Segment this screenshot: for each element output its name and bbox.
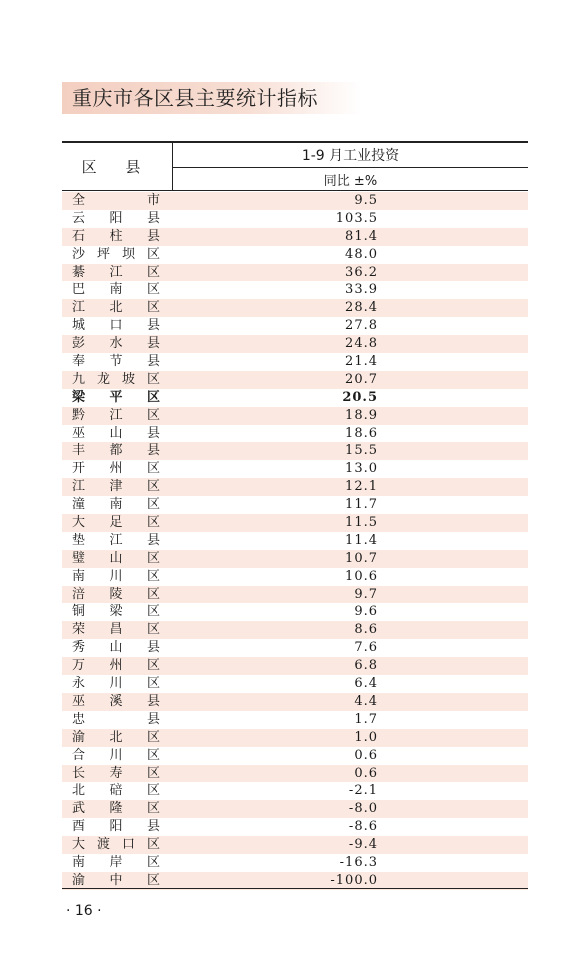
- district-char: 巫: [72, 425, 86, 441]
- investment-growth-value: 28.4: [345, 300, 378, 316]
- district-char: 潼: [72, 497, 86, 513]
- column-header-unit: 同比 ±%: [323, 173, 378, 189]
- district-char: 川: [109, 747, 123, 763]
- investment-growth-value: 18.9: [345, 407, 378, 423]
- investment-growth-value: 21.4: [345, 354, 378, 370]
- district-char: 北: [109, 729, 123, 745]
- district-char: 区: [146, 658, 160, 674]
- district-char: 县: [146, 693, 160, 709]
- district-char: 川: [109, 568, 123, 584]
- district-char: 柱: [109, 228, 123, 244]
- district-char: 江: [72, 479, 86, 495]
- district-name: [72, 317, 160, 335]
- district-char: 綦: [72, 264, 86, 280]
- investment-growth-value: 6.4: [354, 676, 378, 692]
- investment-growth-value: 12.1: [345, 479, 378, 495]
- district-char: 溪: [109, 693, 123, 709]
- investment-growth-value: 8.6: [354, 622, 378, 638]
- investment-growth-value: 4.4: [354, 693, 378, 709]
- district-char: 全: [72, 193, 86, 208]
- investment-growth-value: 48.0: [345, 246, 378, 262]
- investment-growth-value: -9.4: [348, 837, 378, 853]
- table-row: [62, 603, 528, 621]
- investment-growth-value: 36.2: [345, 264, 378, 280]
- investment-growth-value: 15.5: [345, 443, 378, 459]
- district-char: 陵: [109, 586, 123, 602]
- district-char: 寿: [109, 765, 123, 781]
- district-char: 津: [109, 479, 123, 495]
- district-char: 南: [109, 282, 123, 298]
- district-char: 区: [146, 747, 160, 763]
- district-char: 县: [146, 318, 160, 334]
- table-row: [62, 675, 528, 693]
- district-char: 区: [146, 389, 160, 405]
- district-char: 北: [72, 783, 86, 799]
- district-name: [72, 586, 160, 604]
- district-char: 州: [109, 658, 123, 674]
- investment-growth-value: 11.7: [345, 497, 378, 513]
- district-name: [72, 264, 160, 282]
- district-char: 巴: [72, 282, 86, 298]
- district-char: 坪: [96, 246, 110, 262]
- table-row: [62, 460, 528, 478]
- district-char: 岸: [109, 854, 123, 870]
- district-char: 南: [72, 568, 86, 584]
- investment-growth-value: 6.8: [354, 658, 378, 674]
- table-row: [62, 800, 528, 818]
- district-char: 区: [146, 586, 160, 602]
- district-name: [72, 425, 160, 443]
- district-char: 荣: [72, 622, 86, 638]
- district-char: 区: [146, 479, 160, 495]
- district-name: [72, 836, 160, 854]
- district-name: [72, 442, 160, 460]
- district-char: 垫: [72, 532, 86, 548]
- investment-growth-value: 0.6: [354, 747, 378, 763]
- table-row: [62, 281, 528, 299]
- district-char: 口: [109, 318, 123, 334]
- district-name: [72, 460, 160, 478]
- district-name: [72, 657, 160, 675]
- investment-growth-value: -2.1: [348, 783, 378, 799]
- district-char: 石: [72, 228, 86, 244]
- district-name: [72, 496, 160, 514]
- district-char: 区: [146, 246, 160, 262]
- district-char: 区: [146, 622, 160, 638]
- district-char: 云: [72, 210, 86, 226]
- table-row: [62, 496, 528, 514]
- district-char: 县: [146, 228, 160, 244]
- table-row: [62, 246, 528, 264]
- investment-growth-value: -100.0: [330, 872, 378, 888]
- investment-growth-value: 9.7: [354, 586, 378, 602]
- district-name: [72, 765, 160, 783]
- district-char: 阳: [109, 210, 123, 226]
- district-char: 都: [109, 443, 123, 459]
- district-char: 阳: [109, 819, 123, 835]
- investment-growth-value: 27.8: [345, 318, 378, 334]
- table-body: [62, 192, 528, 890]
- district-name: [72, 407, 160, 425]
- district-char: 区: [146, 676, 160, 692]
- district-char: 铜: [72, 604, 86, 620]
- district-char: 县: [146, 711, 160, 727]
- table-row: [62, 765, 528, 783]
- district-char: 区: [146, 515, 160, 531]
- district-char: 奉: [72, 354, 86, 370]
- district-name: [72, 675, 160, 693]
- district-char: 水: [109, 336, 123, 352]
- investment-growth-value: 11.4: [345, 532, 378, 548]
- district-char: 昌: [109, 622, 123, 638]
- table-row: [62, 407, 528, 425]
- district-char: 坡: [121, 371, 135, 387]
- district-char: 区: [146, 497, 160, 513]
- district-char: 江: [109, 264, 123, 280]
- district-char: 长: [72, 765, 86, 781]
- district-char: 坝: [121, 246, 135, 262]
- district-char: 隆: [109, 801, 123, 817]
- district-char: 县: [146, 425, 160, 441]
- table-row: [62, 568, 528, 586]
- table-row: [62, 371, 528, 389]
- district-name: [72, 568, 160, 586]
- district-char: 区: [146, 604, 160, 620]
- district-char: 区: [146, 837, 160, 853]
- district-char: 梁: [109, 604, 123, 620]
- district-name: [72, 335, 160, 353]
- district-char: 彭: [72, 336, 86, 352]
- table-row: [62, 210, 528, 228]
- investment-growth-value: 0.6: [354, 765, 378, 781]
- table-row: [62, 747, 528, 765]
- district-char: 区: [146, 872, 160, 888]
- district-char: 梁: [72, 389, 86, 405]
- district-name: [72, 353, 160, 371]
- district-char: 丰: [72, 443, 86, 459]
- investment-growth-value: 9.6: [354, 604, 378, 620]
- district-char: 万: [72, 658, 86, 674]
- district-char: 酉: [72, 819, 86, 835]
- investment-growth-value: 24.8: [345, 336, 378, 352]
- district-char: 巫: [72, 693, 86, 709]
- district-char: 区: [146, 300, 160, 316]
- district-char: 碚: [109, 783, 123, 799]
- district-char: 龙: [96, 371, 110, 387]
- district-char: 大: [72, 515, 86, 531]
- district-name: [72, 192, 160, 210]
- district-name: [72, 532, 160, 550]
- district-char: 大: [72, 837, 86, 853]
- investment-growth-value: 81.4: [345, 228, 378, 244]
- table-row: [62, 335, 528, 353]
- district-char: 区: [146, 371, 160, 387]
- district-char: 江: [109, 407, 123, 423]
- district-name: [72, 639, 160, 657]
- district-char: 九: [72, 371, 86, 387]
- table-row: [62, 299, 528, 317]
- table-bottom-rule: [62, 888, 528, 889]
- district-char: 县: [146, 210, 160, 226]
- district-char: 区: [146, 282, 160, 298]
- district-char: 江: [109, 532, 123, 548]
- district-char: 渡: [96, 837, 110, 853]
- investment-growth-value: 7.6: [354, 640, 378, 656]
- district-char: 州: [109, 461, 123, 477]
- district-name: [72, 782, 160, 800]
- district-char: 山: [109, 550, 123, 566]
- investment-growth-value: 18.6: [345, 425, 378, 441]
- district-char: 黔: [72, 407, 86, 423]
- table-row: [62, 818, 528, 836]
- district-char: 城: [72, 318, 86, 334]
- district-name: [72, 246, 160, 264]
- district-char: 市: [146, 193, 160, 208]
- table-row: [62, 532, 528, 550]
- district-name: [72, 281, 160, 299]
- district-name: [72, 514, 160, 532]
- investment-growth-value: 10.7: [345, 550, 378, 566]
- district-char: 区: [146, 801, 160, 817]
- district-name: [72, 389, 160, 407]
- district-char: 县: [146, 443, 160, 459]
- district-char: 县: [146, 640, 160, 656]
- table-row: [62, 711, 528, 729]
- district-char: 区: [146, 461, 160, 477]
- district-char: 区: [146, 264, 160, 280]
- district-name: [72, 371, 160, 389]
- column-header-indicator: 1-9 月工业投资: [301, 148, 400, 164]
- district-name: [72, 800, 160, 818]
- district-name: [72, 299, 160, 317]
- table-row: [62, 478, 528, 496]
- district-name: [72, 818, 160, 836]
- district-char: 山: [109, 425, 123, 441]
- district-char: 县: [146, 354, 160, 370]
- investment-growth-value: -8.0: [348, 801, 378, 817]
- column-header-district: 区 县: [81, 158, 153, 176]
- district-char: 渝: [72, 872, 86, 888]
- district-char: 山: [109, 640, 123, 656]
- table-row: [62, 550, 528, 568]
- district-char: 涪: [72, 586, 86, 602]
- header-bottom-rule: [62, 190, 528, 191]
- table-row: [62, 836, 528, 854]
- district-char: 璧: [72, 550, 86, 566]
- table-row: [62, 425, 528, 443]
- district-char: 川: [109, 676, 123, 692]
- district-char: 南: [72, 854, 86, 870]
- district-char: 北: [109, 300, 123, 316]
- district-name: [72, 711, 160, 729]
- investment-growth-value: 1.7: [354, 711, 378, 727]
- investment-growth-value: 9.5: [354, 193, 378, 208]
- table-row: [62, 228, 528, 246]
- table-row: [62, 782, 528, 800]
- district-char: 渝: [72, 729, 86, 745]
- table-row: [62, 657, 528, 675]
- district-char: 合: [72, 747, 86, 763]
- district-name: [72, 747, 160, 765]
- district-name: [72, 603, 160, 621]
- table-row: [62, 353, 528, 371]
- district-char: 秀: [72, 640, 86, 656]
- investment-growth-value: -16.3: [339, 854, 378, 870]
- page-title: 重庆市各区县主要统计指标: [72, 86, 318, 110]
- table-row: [62, 693, 528, 711]
- page-number: · 16 ·: [66, 903, 102, 919]
- district-char: 县: [146, 336, 160, 352]
- district-name: [72, 550, 160, 568]
- table-row: [62, 729, 528, 747]
- district-char: 足: [109, 515, 123, 531]
- district-name: [72, 210, 160, 228]
- district-char: 开: [72, 461, 86, 477]
- district-char: 忠: [72, 711, 86, 727]
- district-name: [72, 854, 160, 872]
- table-row: [62, 586, 528, 604]
- table-row: [62, 264, 528, 282]
- district-char: 区: [146, 729, 160, 745]
- district-name: [72, 729, 160, 747]
- investment-growth-value: 11.5: [345, 515, 378, 531]
- district-char: 口: [121, 837, 135, 853]
- investment-growth-value: 20.7: [345, 371, 378, 387]
- table-row: [62, 854, 528, 872]
- district-char: 区: [146, 568, 160, 584]
- investment-growth-value: 1.0: [354, 729, 378, 745]
- district-char: 节: [109, 354, 123, 370]
- table-row: [62, 514, 528, 532]
- investment-growth-value: 13.0: [345, 461, 378, 477]
- table-row: [62, 317, 528, 335]
- table-row: [62, 192, 528, 210]
- district-char: 区: [146, 550, 160, 566]
- table-row: [62, 621, 528, 639]
- district-char: 江: [72, 300, 86, 316]
- investment-growth-value: -8.6: [348, 819, 378, 835]
- district-char: 县: [146, 819, 160, 835]
- investment-growth-value: 20.5: [342, 389, 378, 405]
- table-row: [62, 639, 528, 657]
- investment-growth-value: 103.5: [335, 210, 378, 226]
- district-char: 县: [146, 532, 160, 548]
- district-char: 平: [109, 389, 123, 405]
- district-char: 区: [146, 407, 160, 423]
- table-row: [62, 442, 528, 460]
- investment-growth-value: 33.9: [345, 282, 378, 298]
- district-char: 南: [109, 497, 123, 513]
- district-char: 沙: [72, 246, 86, 262]
- district-name: [72, 621, 160, 639]
- district-char: 永: [72, 676, 86, 692]
- investment-growth-value: 10.6: [345, 568, 378, 584]
- table-row: [62, 389, 528, 407]
- district-name: [72, 228, 160, 246]
- district-char: 区: [146, 765, 160, 781]
- district-char: 区: [146, 783, 160, 799]
- district-name: [72, 478, 160, 496]
- district-name: [72, 693, 160, 711]
- district-char: 中: [109, 872, 123, 888]
- district-char: 武: [72, 801, 86, 817]
- district-char: 区: [146, 854, 160, 870]
